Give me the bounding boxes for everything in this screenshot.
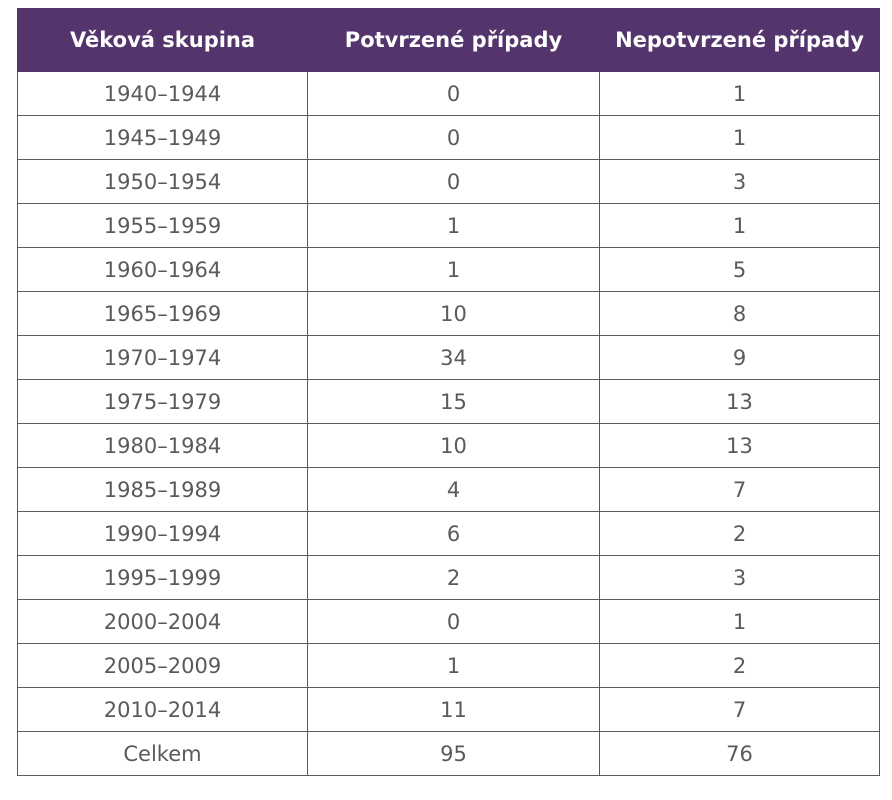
age-group-cell: 1990–1994 bbox=[18, 512, 308, 556]
confirmed-cases-cell: 0 bbox=[308, 600, 600, 644]
table-row bbox=[18, 512, 880, 556]
header-age-group: Věková skupina bbox=[18, 9, 308, 72]
age-group-cell: 1980–1984 bbox=[18, 424, 308, 468]
age-group-cell: 1995–1999 bbox=[18, 556, 308, 600]
table-row bbox=[18, 380, 880, 424]
confirmed-cases-cell: 15 bbox=[308, 380, 600, 424]
confirmed-cases-cell: 1 bbox=[308, 204, 600, 248]
unconfirmed-cases-cell: 1 bbox=[600, 116, 880, 160]
age-group-cell: 1945–1949 bbox=[18, 116, 308, 160]
age-group-cell: Celkem bbox=[18, 732, 308, 776]
unconfirmed-cases-cell: 9 bbox=[600, 336, 880, 380]
unconfirmed-cases-cell: 3 bbox=[600, 160, 880, 204]
confirmed-cases-cell: 2 bbox=[308, 556, 600, 600]
confirmed-cases-cell: 6 bbox=[308, 512, 600, 556]
unconfirmed-cases-cell: 7 bbox=[600, 688, 880, 732]
unconfirmed-cases-cell: 13 bbox=[600, 424, 880, 468]
confirmed-cases-cell: 11 bbox=[308, 688, 600, 732]
age-group-cell: 2000–2004 bbox=[18, 600, 308, 644]
header-confirmed-cases: Potvrzené případy bbox=[308, 9, 600, 72]
unconfirmed-cases-cell: 2 bbox=[600, 644, 880, 688]
confirmed-cases-cell: 0 bbox=[308, 160, 600, 204]
confirmed-cases-cell: 34 bbox=[308, 336, 600, 380]
unconfirmed-cases-cell: 5 bbox=[600, 248, 880, 292]
age-group-cell: 1940–1944 bbox=[18, 72, 308, 116]
unconfirmed-cases-cell: 3 bbox=[600, 556, 880, 600]
total-row bbox=[18, 732, 880, 776]
unconfirmed-cases-cell: 1 bbox=[600, 600, 880, 644]
confirmed-cases-cell: 4 bbox=[308, 468, 600, 512]
confirmed-cases-cell: 0 bbox=[308, 72, 600, 116]
unconfirmed-cases-cell: 1 bbox=[600, 204, 880, 248]
table-row bbox=[18, 468, 880, 512]
table-row bbox=[18, 556, 880, 600]
unconfirmed-cases-cell: 13 bbox=[600, 380, 880, 424]
table-row bbox=[18, 116, 880, 160]
confirmed-cases-cell: 10 bbox=[308, 292, 600, 336]
table-row bbox=[18, 248, 880, 292]
age-group-cell: 1975–1979 bbox=[18, 380, 308, 424]
table-row bbox=[18, 292, 880, 336]
header-row bbox=[18, 9, 880, 72]
confirmed-cases-cell: 1 bbox=[308, 644, 600, 688]
table-row bbox=[18, 688, 880, 732]
table-header bbox=[18, 9, 880, 72]
age-group-cell: 1955–1959 bbox=[18, 204, 308, 248]
table-row bbox=[18, 424, 880, 468]
confirmed-cases-cell: 0 bbox=[308, 116, 600, 160]
unconfirmed-cases-cell: 7 bbox=[600, 468, 880, 512]
unconfirmed-cases-cell: 76 bbox=[600, 732, 880, 776]
age-group-cell: 1985–1989 bbox=[18, 468, 308, 512]
table-row bbox=[18, 204, 880, 248]
table-row bbox=[18, 644, 880, 688]
table-row bbox=[18, 72, 880, 116]
table-body bbox=[18, 72, 880, 776]
table-row bbox=[18, 336, 880, 380]
table-row bbox=[18, 160, 880, 204]
confirmed-cases-cell: 1 bbox=[308, 248, 600, 292]
age-group-cases-table bbox=[17, 8, 880, 776]
unconfirmed-cases-cell: 1 bbox=[600, 72, 880, 116]
confirmed-cases-cell: 95 bbox=[308, 732, 600, 776]
table-row bbox=[18, 600, 880, 644]
age-group-cell: 2010–2014 bbox=[18, 688, 308, 732]
age-group-cell: 2005–2009 bbox=[18, 644, 308, 688]
unconfirmed-cases-cell: 2 bbox=[600, 512, 880, 556]
header-unconfirmed-cases: Nepotvrzené případy bbox=[600, 9, 880, 72]
age-group-cell: 1965–1969 bbox=[18, 292, 308, 336]
age-group-cell: 1960–1964 bbox=[18, 248, 308, 292]
confirmed-cases-cell: 10 bbox=[308, 424, 600, 468]
age-group-cell: 1950–1954 bbox=[18, 160, 308, 204]
unconfirmed-cases-cell: 8 bbox=[600, 292, 880, 336]
age-group-cell: 1970–1974 bbox=[18, 336, 308, 380]
